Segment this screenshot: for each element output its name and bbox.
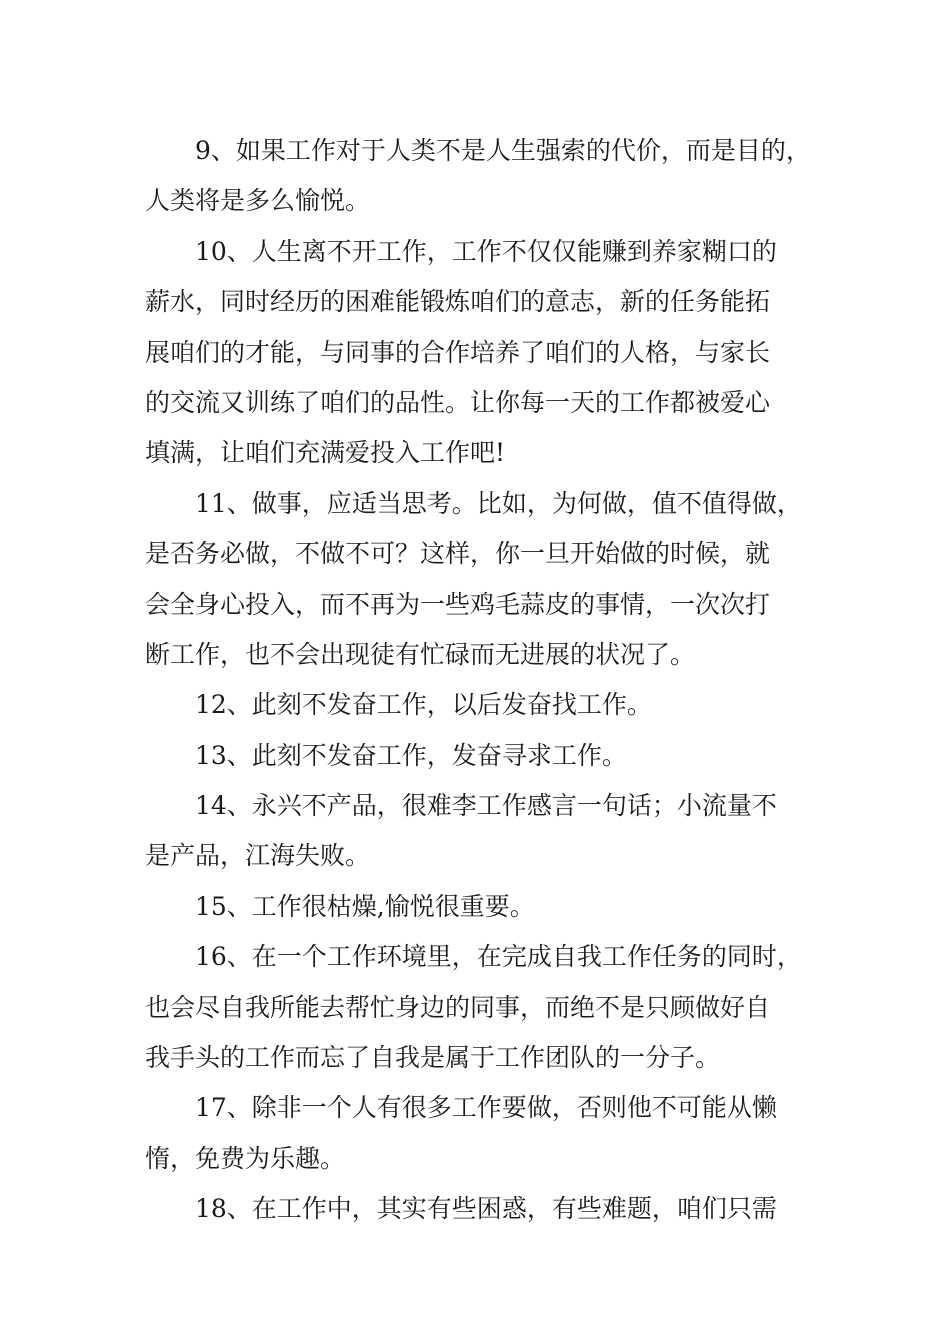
paragraph-17-line-2: 惰，免费为乐趣。: [145, 1143, 346, 1173]
paragraph-11-line-1: 11、做事，应适当思考。比如，为何做，值不值得做，: [195, 488, 802, 518]
paragraph-10-line-1: 10、人生离不开工作，工作不仅仅能赚到养家糊口的: [195, 236, 777, 266]
paragraph-18-line-1: 18、在工作中，其实有些困惑，有些难题，咱们只需: [195, 1194, 777, 1224]
paragraph-15-line-1: 15、工作很枯燥,愉悦很重要。: [195, 891, 535, 921]
paragraph-14-line-1: 14、永兴不产品，很难李工作感言一句话；小流量不: [195, 791, 777, 821]
paragraph-9-line-1: 9、如果工作对于人类不是人生强索的代价，而是目的，: [195, 136, 811, 165]
paragraph-16-line-1: 16、在一个工作环境里，在完成自我工作任务的同时，: [195, 942, 802, 972]
paragraph-11-line-3: 会全身心投入，而不再为一些鸡毛蒜皮的事情，一次次打: [145, 589, 771, 619]
paragraph-16-line-2: 也会尽自我所能去帮忙身边的同事，而绝不是只顾做好自: [145, 992, 771, 1022]
paragraph-10-line-3: 展咱们的才能，与同事的合作培养了咱们的人格，与家长: [145, 337, 771, 367]
paragraph-16-line-3: 我手头的工作而忘了自我是属于工作团队的一分子。: [145, 1043, 721, 1073]
paragraph-17-line-1: 17、除非一个人有很多工作要做，否则他不可能从懒: [195, 1093, 777, 1123]
paragraph-9-line-2: 人类将是多么愉悦。: [145, 186, 371, 216]
document-body: [145, 126, 810, 1235]
paragraph-12-line-1: 12、此刻不发奋工作，以后发奋找工作。: [195, 690, 652, 720]
paragraph-10-line-2: 薪水，同时经历的困难能锻炼咱们的意志，新的任务能拓: [145, 287, 771, 317]
paragraph-11-line-2: 是否务必做，不做不可？这样，你一旦开始做的时候，就: [145, 539, 771, 569]
paragraph-10-line-5: 填满，让咱们充满爱投入工作吧!: [145, 438, 506, 468]
paragraph-10-line-4: 的交流又训练了咱们的品性。让你每一天的工作都被爱心: [145, 387, 771, 417]
paragraph-13-line-1: 13、此刻不发奋工作，发奋寻求工作。: [195, 740, 627, 770]
paragraph-14-line-2: 是产品，江海失败。: [145, 841, 371, 871]
paragraph-11-line-4: 断工作，也不会出现徒有忙碌而无进展的状况了。: [145, 639, 696, 669]
